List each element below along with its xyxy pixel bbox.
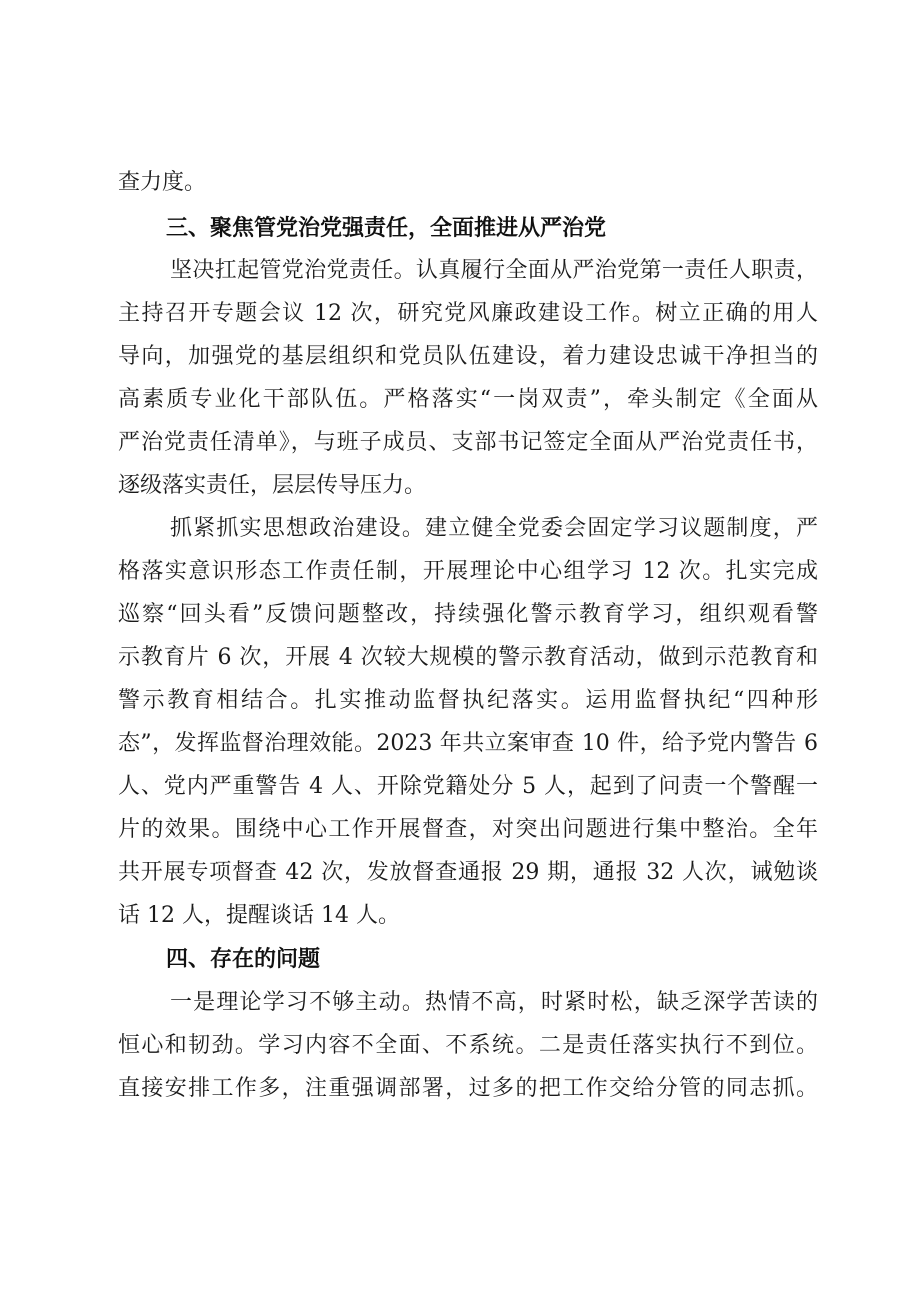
text-line-16: 共开展专项督查 42 次，发放督查通报 29 期，通报 32 人次，诫勉谈 xyxy=(118,860,818,885)
text-line-15: 片的效果。围绕中心工作开展督查，对突出问题进行集中整治。全年 xyxy=(118,817,818,842)
text-line-9: 格落实意识形态工作责任制，开展理论中心组学习 12 次。扎实完成 xyxy=(118,559,818,584)
text-line-14: 人、党内严重警告 4 人、开除党籍处分 5 人，起到了问责一个警醒一 xyxy=(118,774,818,799)
section-heading-3: 三、聚焦管党治党强责任，全面推进从严治党 xyxy=(166,216,607,241)
text-line-4: 导向，加强党的基层组织和党员队伍建设，着力建设忠诚干净担当的 xyxy=(118,344,818,369)
text-line-17: 话 12 人，提醒谈话 14 人。 xyxy=(118,903,400,928)
section-heading-4: 四、存在的问题 xyxy=(166,947,321,972)
text-line-10: 巡察“回头看”反馈问题整改，持续强化警示教育学习，组织观看警 xyxy=(118,602,818,627)
text-line-6: 严治党责任清单》，与班子成员、支部书记签定全面从严治党责任书， xyxy=(118,430,818,455)
text-line-12: 警示教育相结合。扎实推动监督执纪落实。运用监督执纪“四种形 xyxy=(118,688,818,713)
text-line-18: 一是理论学习不够主动。热情不高，时紧时松，缺乏深学苦读的 xyxy=(170,990,818,1015)
text-line-19: 恒心和韧劲。学习内容不全面、不系统。二是责任落实执行不到位。 xyxy=(118,1033,818,1058)
text-line-2: 坚决扛起管党治党责任。认真履行全面从严治党第一责任人职责， xyxy=(170,258,818,283)
text-line-3: 主持召开专题会议 12 次，研究党风廉政建设工作。树立正确的用人 xyxy=(118,301,818,326)
text-line-1: 查力度。 xyxy=(118,170,207,195)
text-line-11: 示教育片 6 次，开展 4 次较大规模的警示教育活动，做到示范教育和 xyxy=(118,645,818,670)
text-line-5: 高素质专业化干部队伍。严格落实“一岗双责”，牵头制定《全面从 xyxy=(118,387,818,412)
text-line-8: 抓紧抓实思想政治建设。建立健全党委会固定学习议题制度，严 xyxy=(170,516,818,541)
text-line-13: 态”，发挥监督治理效能。2023 年共立案审查 10 件，给予党内警告 6 xyxy=(118,731,818,756)
text-line-20: 直接安排工作多，注重强调部署，过多的把工作交给分管的同志抓。 xyxy=(118,1076,818,1101)
text-line-7: 逐级落实责任，层层传导压力。 xyxy=(118,473,427,498)
